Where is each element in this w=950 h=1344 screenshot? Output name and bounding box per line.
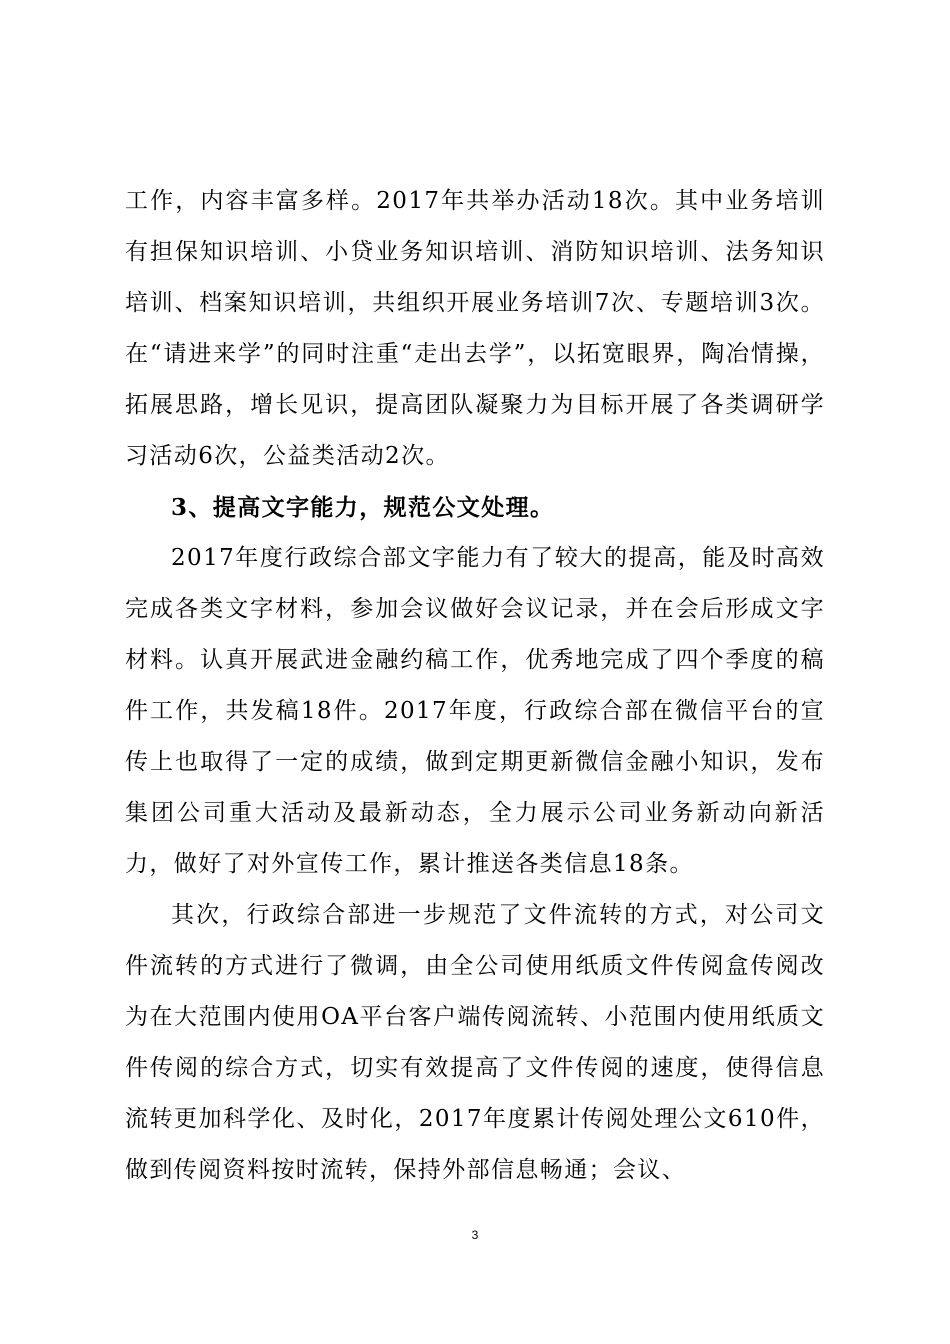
paragraph-writing-ability: 2017年度行政综合部文字能力有了较大的提高，能及时高效完成各类文字材料，参加会议做好会议记录，并在会后形成文字材料。认真开展武进金融约稿工作，优秀地完成了四个季度的稿件工作，共发稿18件。2017年度，行政综合部在微信平台的宣传上也取得了一定的成绩，做到定期更新微信金融小知识，发布集团公司重大活动及最新动态，全力展示公司业务新动向新活力，做好了对外宣传工作，累计推送各类信息18条。: [125, 545, 825, 877]
paragraph-file-circulation: 其次，行政综合部进一步规范了文件流转的方式，对公司文件流转的方式进行了微调，由全公司使用纸质文件传阅盒传阅改为在大范围内使用OA平台客户端传阅流转、小范围内使用纸质文件传阅的综合方式，切实有效提高了文件传阅的速度，使得信息流转更加科学化、及时化，2017年度累计传阅处理公文610件，做到传阅资料按时流转，保持外部信息畅通；会议、: [125, 902, 825, 1183]
document-body: [125, 176, 825, 1196]
section-heading-writing: 3、提高文字能力，规范公文处理。: [171, 494, 555, 521]
paragraph-training-activities: 工作，内容丰富多样。2017年共举办活动18次。其中业务培训有担保知识培训、小贷业务知识培训、消防知识培训、法务知识培训、档案知识培训，共组织开展业务培训7次、专题培训3次。在“请进来学”的同时注重“走出去学”，以拓宽眼界，陶冶情操，拓展思路，增长见识，提高团队凝聚力为目标开展了各类调研学习活动6次，公益类活动2次。: [125, 188, 825, 469]
page-number: 3: [471, 1228, 479, 1242]
